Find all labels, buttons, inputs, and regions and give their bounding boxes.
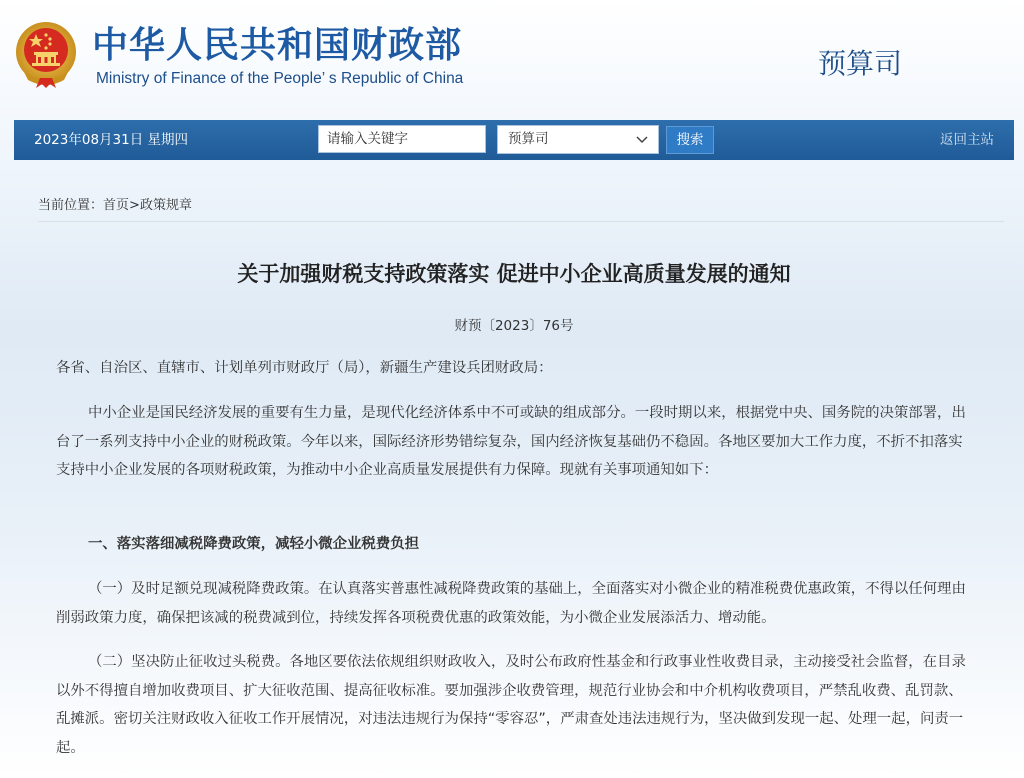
site-title-cn: 中华人民共和国财政部 [92, 25, 463, 66]
site-header [0, 0, 1024, 118]
department-name: 预算司 [818, 47, 903, 80]
section-heading: 一、落实落细减税降费政策，减轻小微企业税费负担 [88, 536, 419, 552]
breadcrumb-divider [38, 221, 1004, 222]
paragraph-item-2: （二）坚决防止征收过头税费。各地区要依法依规组织财政收入，及时公布政府性基金和行政事业性收费目录，主动接受社会监督，在目录以外不得擅自增加收费项目、扩大征收范围、提高征收标准。要加强涉企收费管理，规范行业协会和中介机构收费项目，严禁乱收费、乱罚款、乱摊派。密切关注财政收入征收工作开展情况，对违法违规行为保持“零容忍”，严肃查处违法违规行为，坚决做到发现一起、处理一起，问责一起。 [56, 654, 966, 756]
current-date: 2023年08月31日 星期四 [34, 132, 189, 148]
breadcrumb-prefix: 当前位置： [38, 198, 104, 213]
breadcrumb-home-link[interactable]: 首页 [103, 198, 130, 213]
breadcrumb-current-link[interactable]: 政策规章 [139, 198, 192, 213]
intro-paragraph: 中小企业是国民经济发展的重要有生力量，是现代化经济体系中不可或缺的组成部分。一段时期以来，根据党中央、国务院的决策部署，出台了一系列支持中小企业的财税政策。今年以来，国际经济形势错综复杂，国内经济恢复基础仍不稳固。各地区要加大工作力度，不折不扣落实支持中小企业发展的各项财税政策，为推动中小企业高质量发展提供有力保障。现就有关事项通知如下： [56, 405, 966, 478]
site-title-en: Ministry of Finance of the People’ s Republic of China [96, 70, 464, 87]
paragraph-item-1: （一）及时足额兑现减税降费政策。在认真落实普惠性减税降费政策的基础上，全面落实对小微企业的精准税费优惠政策，不得以任何理由削弱政策力度，确保把该减的税费减到位，持续发挥各项税费优惠的政策效能，为小微企业发展添活力、增动能。 [56, 581, 966, 626]
department-select-value: 预算司 [508, 131, 549, 147]
document-number: 财预〔2023〕76号 [454, 318, 574, 334]
article-container [14, 180, 1010, 778]
nav-bar [14, 120, 1014, 160]
return-home-link[interactable]: 返回主站 [940, 132, 994, 148]
national-emblem-icon [14, 20, 78, 88]
article-title: 关于加强财税支持政策落实 促进中小企业高质量发展的通知 [237, 262, 791, 286]
breadcrumb-separator: > [129, 198, 140, 213]
search-input[interactable] [318, 125, 486, 153]
salutation: 各省、自治区、直辖市、计划单列市财政厅（局），新疆生产建设兵团财政局： [56, 360, 553, 376]
department-select[interactable] [497, 125, 659, 154]
chevron-down-icon [636, 136, 648, 144]
breadcrumb [38, 194, 192, 213]
search-button[interactable]: 搜索 [666, 126, 714, 154]
